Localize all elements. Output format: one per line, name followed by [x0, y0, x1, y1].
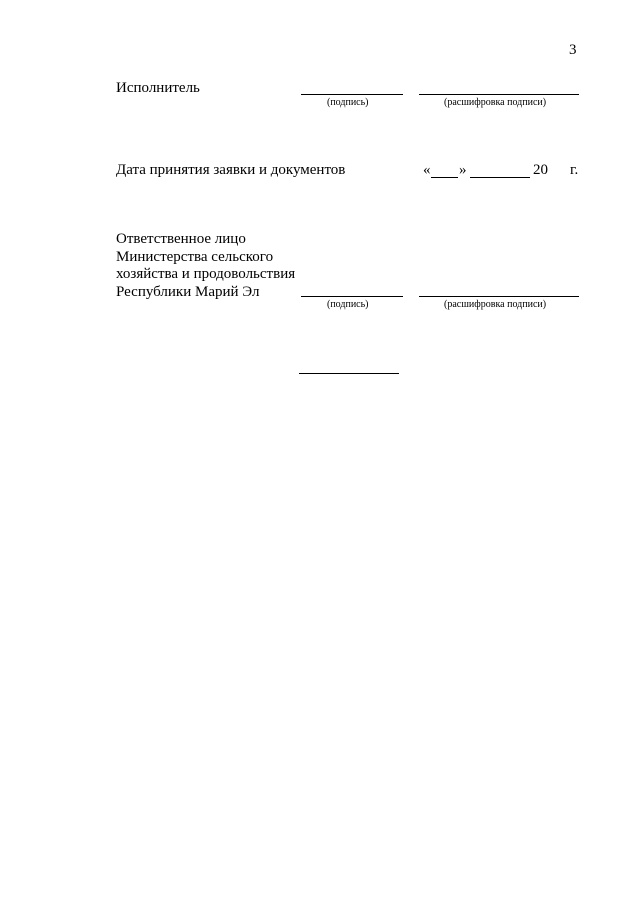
day-blank-line: [431, 177, 458, 178]
end-separator-line: [299, 373, 399, 374]
responsible-decoding-line: [419, 296, 579, 297]
executor-signature-caption: (подпись): [327, 97, 369, 108]
executor-decoding-caption: (расшифровка подписи): [444, 97, 547, 108]
responsible-person-block: [116, 231, 336, 301]
page-number: 3: [569, 42, 577, 58]
responsible-decoding-caption: (расшифровка подписи): [444, 299, 547, 310]
date-open-quote: «: [423, 162, 431, 178]
responsible-signature-caption: (подпись): [327, 299, 369, 310]
acceptance-date-label: Дата принятия заявки и документов: [116, 162, 346, 178]
executor-signature-line: [301, 94, 403, 95]
responsible-line-1: Ответственное лицо: [116, 231, 246, 247]
responsible-line-2: Министерства сельского: [116, 248, 274, 265]
year-suffix: г.: [570, 162, 579, 178]
executor-label: Исполнитель: [116, 80, 200, 96]
month-blank-line: [470, 177, 530, 178]
responsible-line-4: Республики Марий Эл: [116, 283, 260, 300]
responsible-line-3: хозяйства и продовольствия: [116, 266, 296, 282]
year-prefix: 20: [533, 162, 548, 178]
date-close-quote: »: [459, 162, 467, 178]
executor-decoding-line: [419, 94, 579, 95]
responsible-signature-line: [301, 296, 403, 297]
